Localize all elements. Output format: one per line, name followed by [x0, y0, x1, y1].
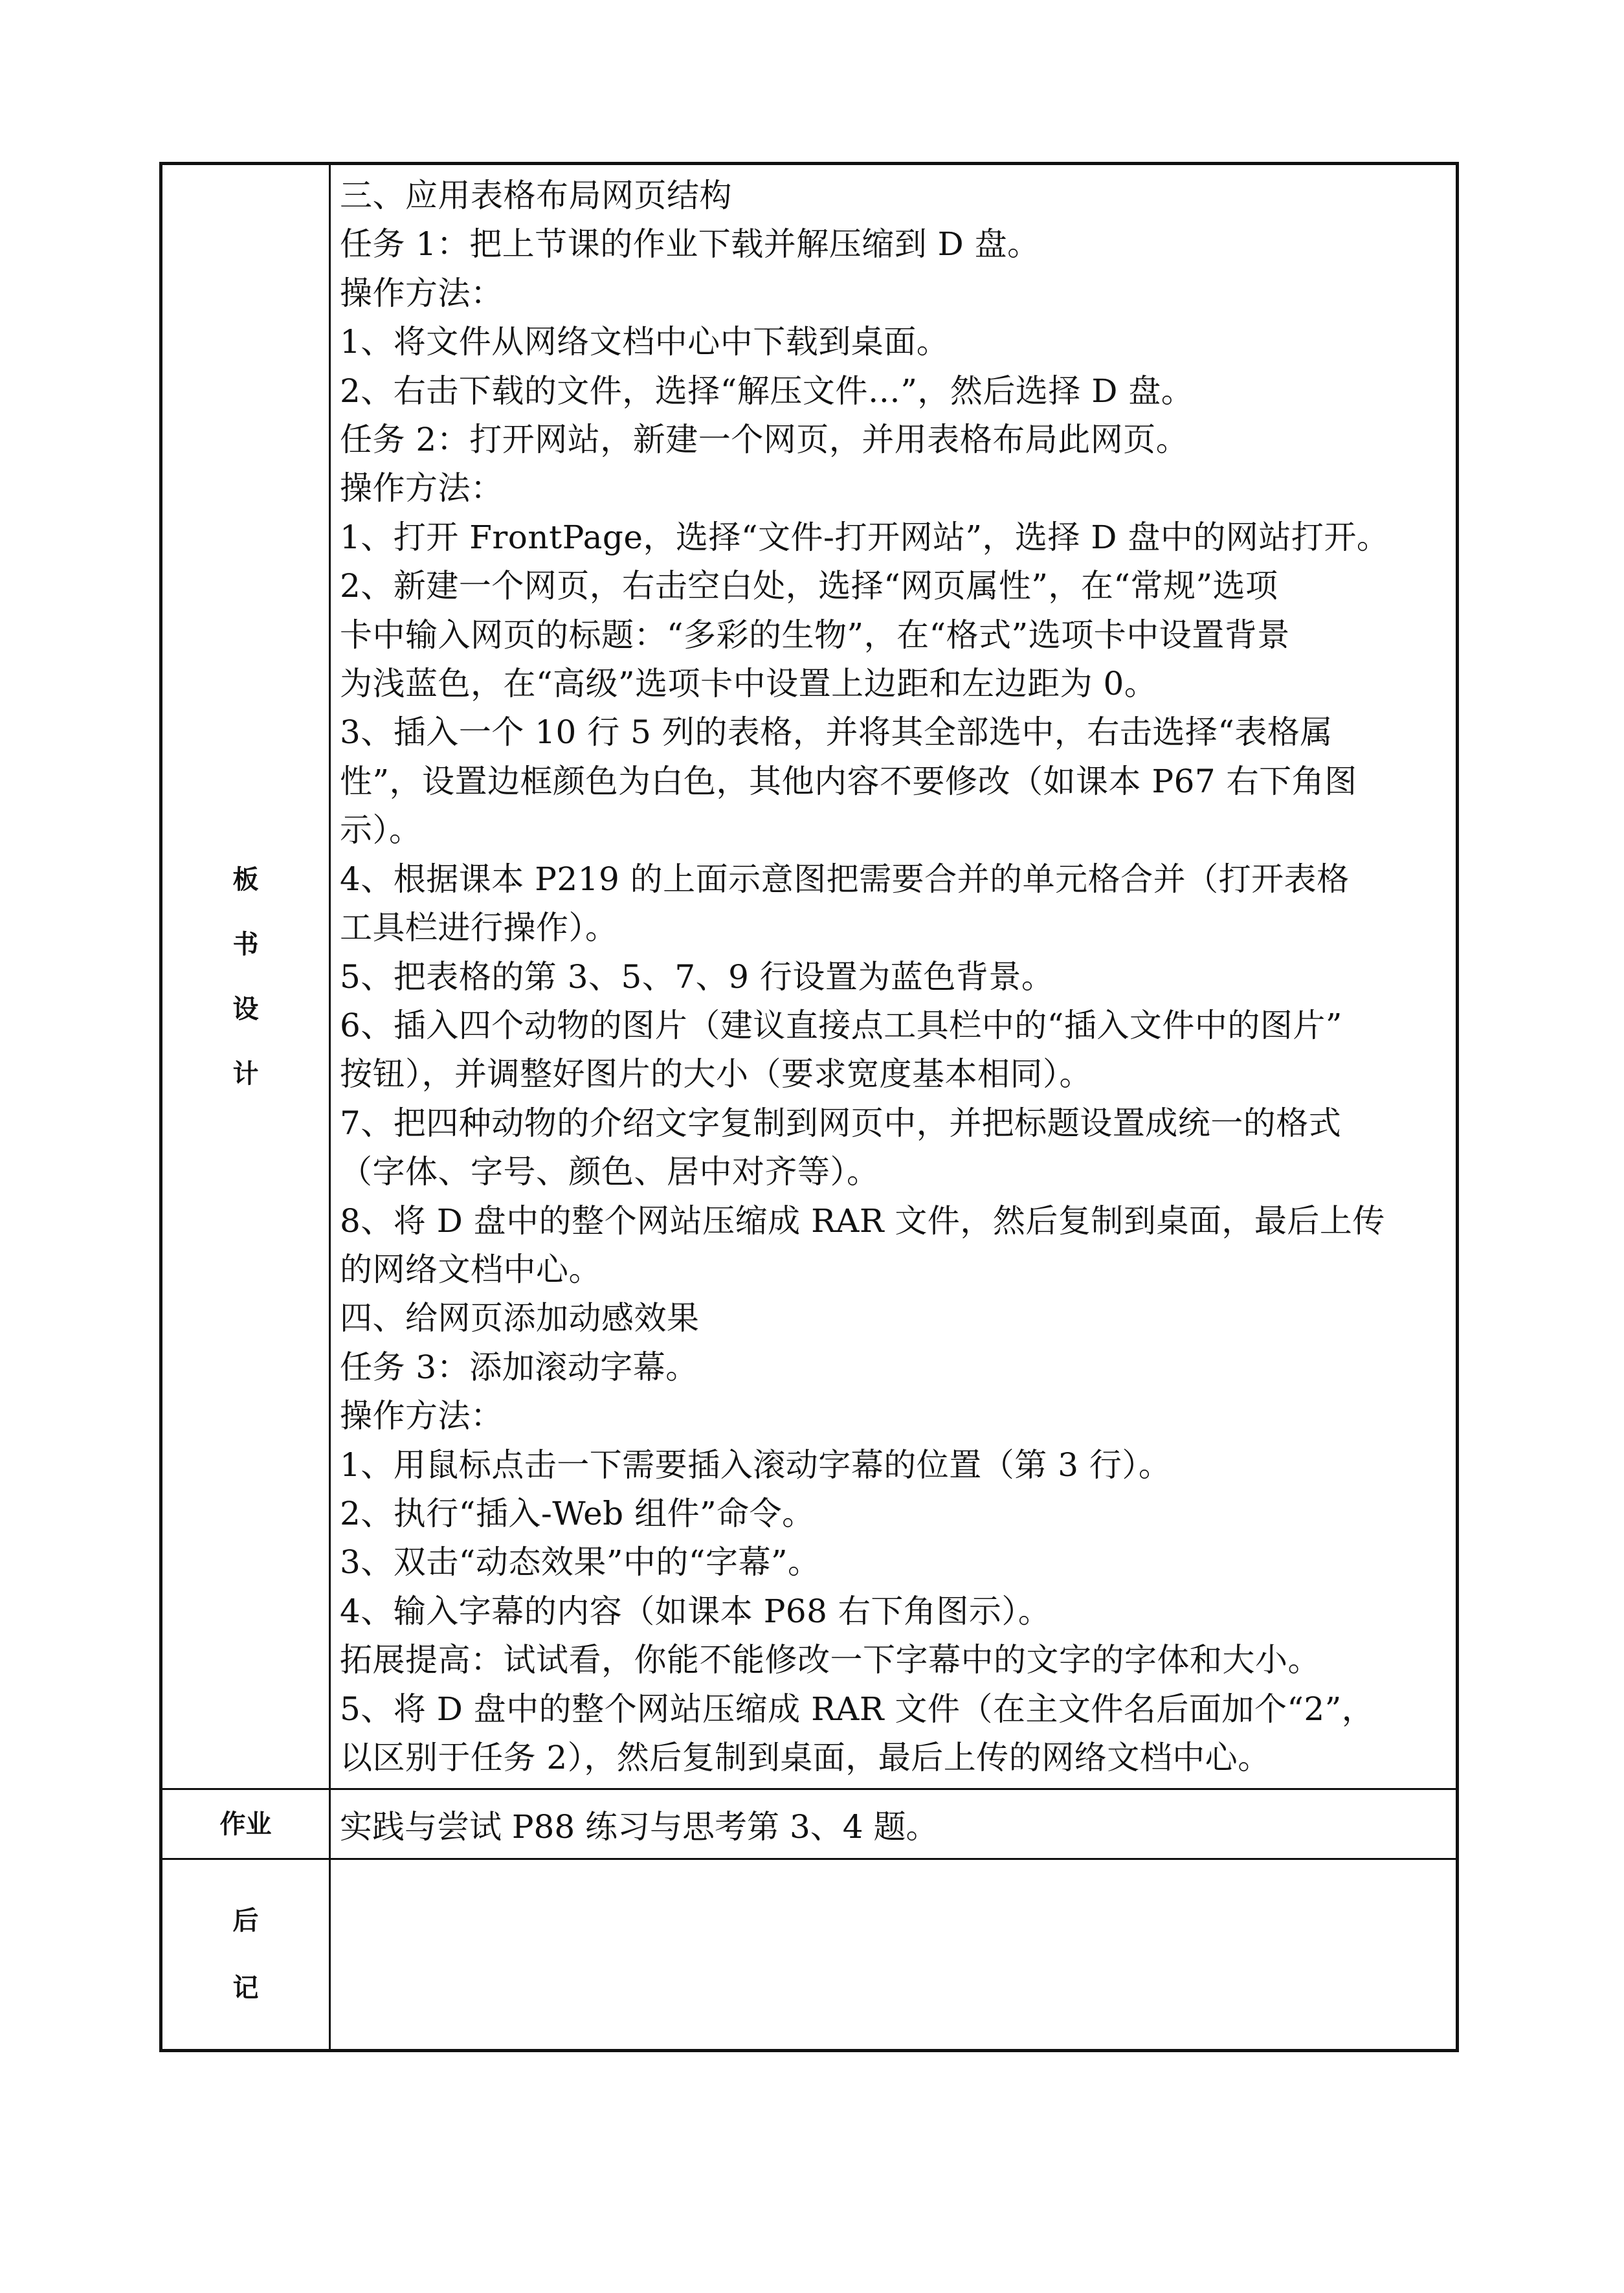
postscript-content [331, 1860, 1456, 2049]
content-line: 操作方法： [340, 469, 504, 508]
content-line: 4、根据课本 P219 的上面示意图把需要合并的单元格合并（打开表格 [340, 860, 1350, 898]
content-line: 操作方法： [340, 274, 504, 312]
content-line: 的网络文档中心。 [340, 1250, 601, 1288]
content-line: 任务 3：添加滚动字幕。 [340, 1348, 698, 1386]
board-design-label [162, 165, 331, 1790]
content-line: 卡中输入网页的标题：“多彩的生物”，在“格式”选项卡中设置背景 [340, 616, 1290, 654]
label-char: 计 [232, 1058, 259, 1089]
content-line: 以区别于任务 2），然后复制到桌面，最后上传的网络文档中心。 [340, 1739, 1271, 1776]
content-line: 操作方法： [340, 1397, 504, 1435]
homework-label [162, 1790, 331, 1860]
content-line: 2、执行“插入-Web 组件”命令。 [340, 1494, 815, 1532]
content-line: （字体、字号、颜色、居中对齐等）。 [340, 1153, 880, 1191]
content-line: 四、给网页添加动感效果 [340, 1299, 700, 1337]
label-char: 设 [232, 994, 259, 1024]
label-char: 后 [232, 1906, 259, 1936]
content-line: 1、用鼠标点击一下需要插入滚动字幕的位置（第 3 行）。 [340, 1446, 1172, 1484]
content-line: 工具栏进行操作）。 [340, 909, 618, 947]
board-design-content [331, 165, 1456, 1790]
lesson-plan-table [159, 162, 1459, 2052]
content-line: 性”，设置边框颜色为白色，其他内容不要修改（如课本 P67 右下角图 [340, 762, 1357, 800]
content-line: 按钮），并调整好图片的大小（要求宽度基本相同）。 [340, 1055, 1092, 1093]
content-line: 4、输入字幕的内容（如课本 P68 右下角图示）。 [340, 1592, 1051, 1630]
content-line: 2、新建一个网页，右击空白处，选择“网页属性”，在“常规”选项 [340, 567, 1278, 605]
content-line: 5、把表格的第 3、5、7、9 行设置为蓝色背景。 [340, 957, 1054, 996]
content-line: 3、双击“动态效果”中的“字幕”。 [340, 1543, 821, 1582]
content-line: 2、右击下载的文件，选择“解压文件…”，然后选择 D 盘。 [340, 372, 1194, 410]
content-line: 8、将 D 盘中的整个网站压缩成 RAR 文件，然后复制到桌面，最后上传 [340, 1202, 1385, 1240]
content-line: 1、将文件从网络文档中心中下载到桌面。 [340, 323, 950, 361]
postscript-label [162, 1860, 331, 2049]
content-line: 为浅蓝色，在“高级”选项卡中设置上边距和左边距为 0。 [340, 665, 1157, 703]
homework-text: 实践与尝试 P88 练习与思考第 3、4 题。 [340, 1807, 939, 1846]
content-line: 任务 1：把上节课的作业下载并解压缩到 D 盘。 [340, 225, 1040, 263]
content-line: 示）。 [340, 811, 422, 849]
content-line: 拓展提高：试试看，你能不能修改一下字幕中的文字的字体和大小。 [340, 1641, 1320, 1679]
label-char: 记 [232, 1973, 259, 2003]
label-char: 板 [232, 864, 259, 895]
content-line: 7、把四种动物的介绍文字复制到网页中，并把标题设置成统一的格式 [340, 1104, 1342, 1142]
label-char: 书 [232, 929, 259, 959]
content-line: 任务 2：打开网站，新建一个网页，并用表格布局此网页。 [340, 421, 1189, 459]
content-line: 1、打开 FrontPage，选择“文件-打开网站”，选择 D 盘中的网站打开。 [340, 518, 1390, 556]
content-line: 3、插入一个 10 行 5 列的表格，并将其全部选中，右击选择“表格属 [340, 713, 1333, 752]
content-line: 6、插入四个动物的图片（建议直接点工具栏中的“插入文件中的图片” [340, 1006, 1342, 1044]
homework-content [331, 1790, 1456, 1860]
content-line: 三、应用表格布局网页结构 [340, 177, 732, 214]
homework-label-text: 作业 [219, 1809, 272, 1839]
content-line: 5、将 D 盘中的整个网站压缩成 RAR 文件（在主文件名后面加个“2”， [340, 1690, 1375, 1728]
